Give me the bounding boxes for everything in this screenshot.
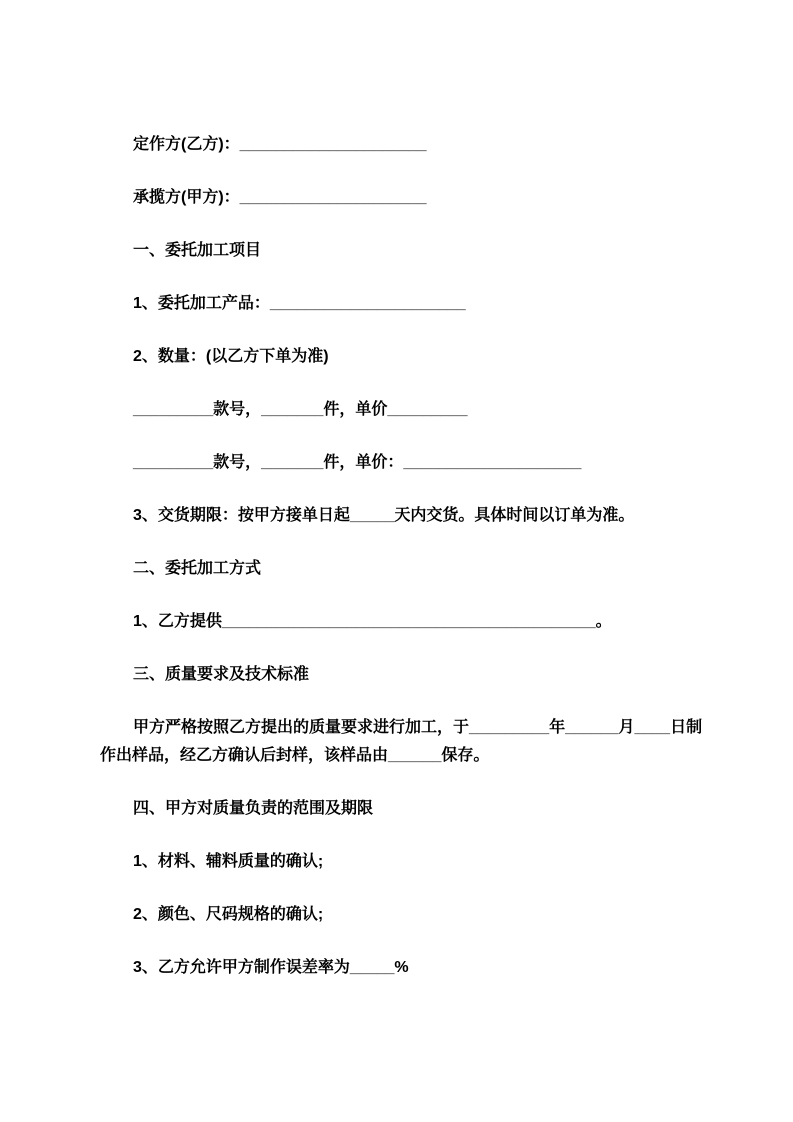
section3-paragraph-line-1: 甲方严格按照乙方提出的质量要求进行加工，于_________年______月____日制 [133, 719, 703, 736]
section1-item3-delivery-line: 3、交货期限：按甲方接单日起_____天内交货。具体时间以订单为准。 [133, 507, 635, 524]
section2-item1-supply-line: 1、乙方提供__________________________________________。 [133, 613, 612, 630]
section3-paragraph-line-2: 作出样品，经乙方确认后封样，该样品由______保存。 [100, 747, 490, 764]
section4-heading: 四、甲方对质量负责的范围及期限 [133, 800, 374, 817]
section3-quality-paragraph [100, 714, 773, 770]
section1-item2-quantity-line: 2、数量：(以乙方下单为准) [133, 348, 329, 365]
section4-item3-error-rate-line: 3、乙方允许甲方制作误差率为_____% [133, 959, 409, 976]
section4-item2-color-line: 2、颜色、尺码规格的确认; [133, 906, 324, 923]
section2-heading: 二、委托加工方式 [133, 560, 262, 577]
section1-heading: 一、委托加工项目 [133, 242, 262, 259]
party-b-line: 定作方(乙方)：_____________________ [133, 136, 427, 153]
section1-item1-product-line: 1、委托加工产品：______________________ [133, 295, 466, 312]
section1-item2-style-row-2: _________款号，_______件，单价：____________________ [133, 454, 582, 471]
section4-item1-material-line: 1、材料、辅料质量的确认; [133, 853, 324, 870]
party-a-line: 承揽方(甲方)：_____________________ [133, 189, 427, 206]
section3-heading: 三、质量要求及技术标准 [133, 666, 310, 683]
section1-item2-style-row-1: _________款号，_______件，单价_________ [133, 401, 468, 418]
